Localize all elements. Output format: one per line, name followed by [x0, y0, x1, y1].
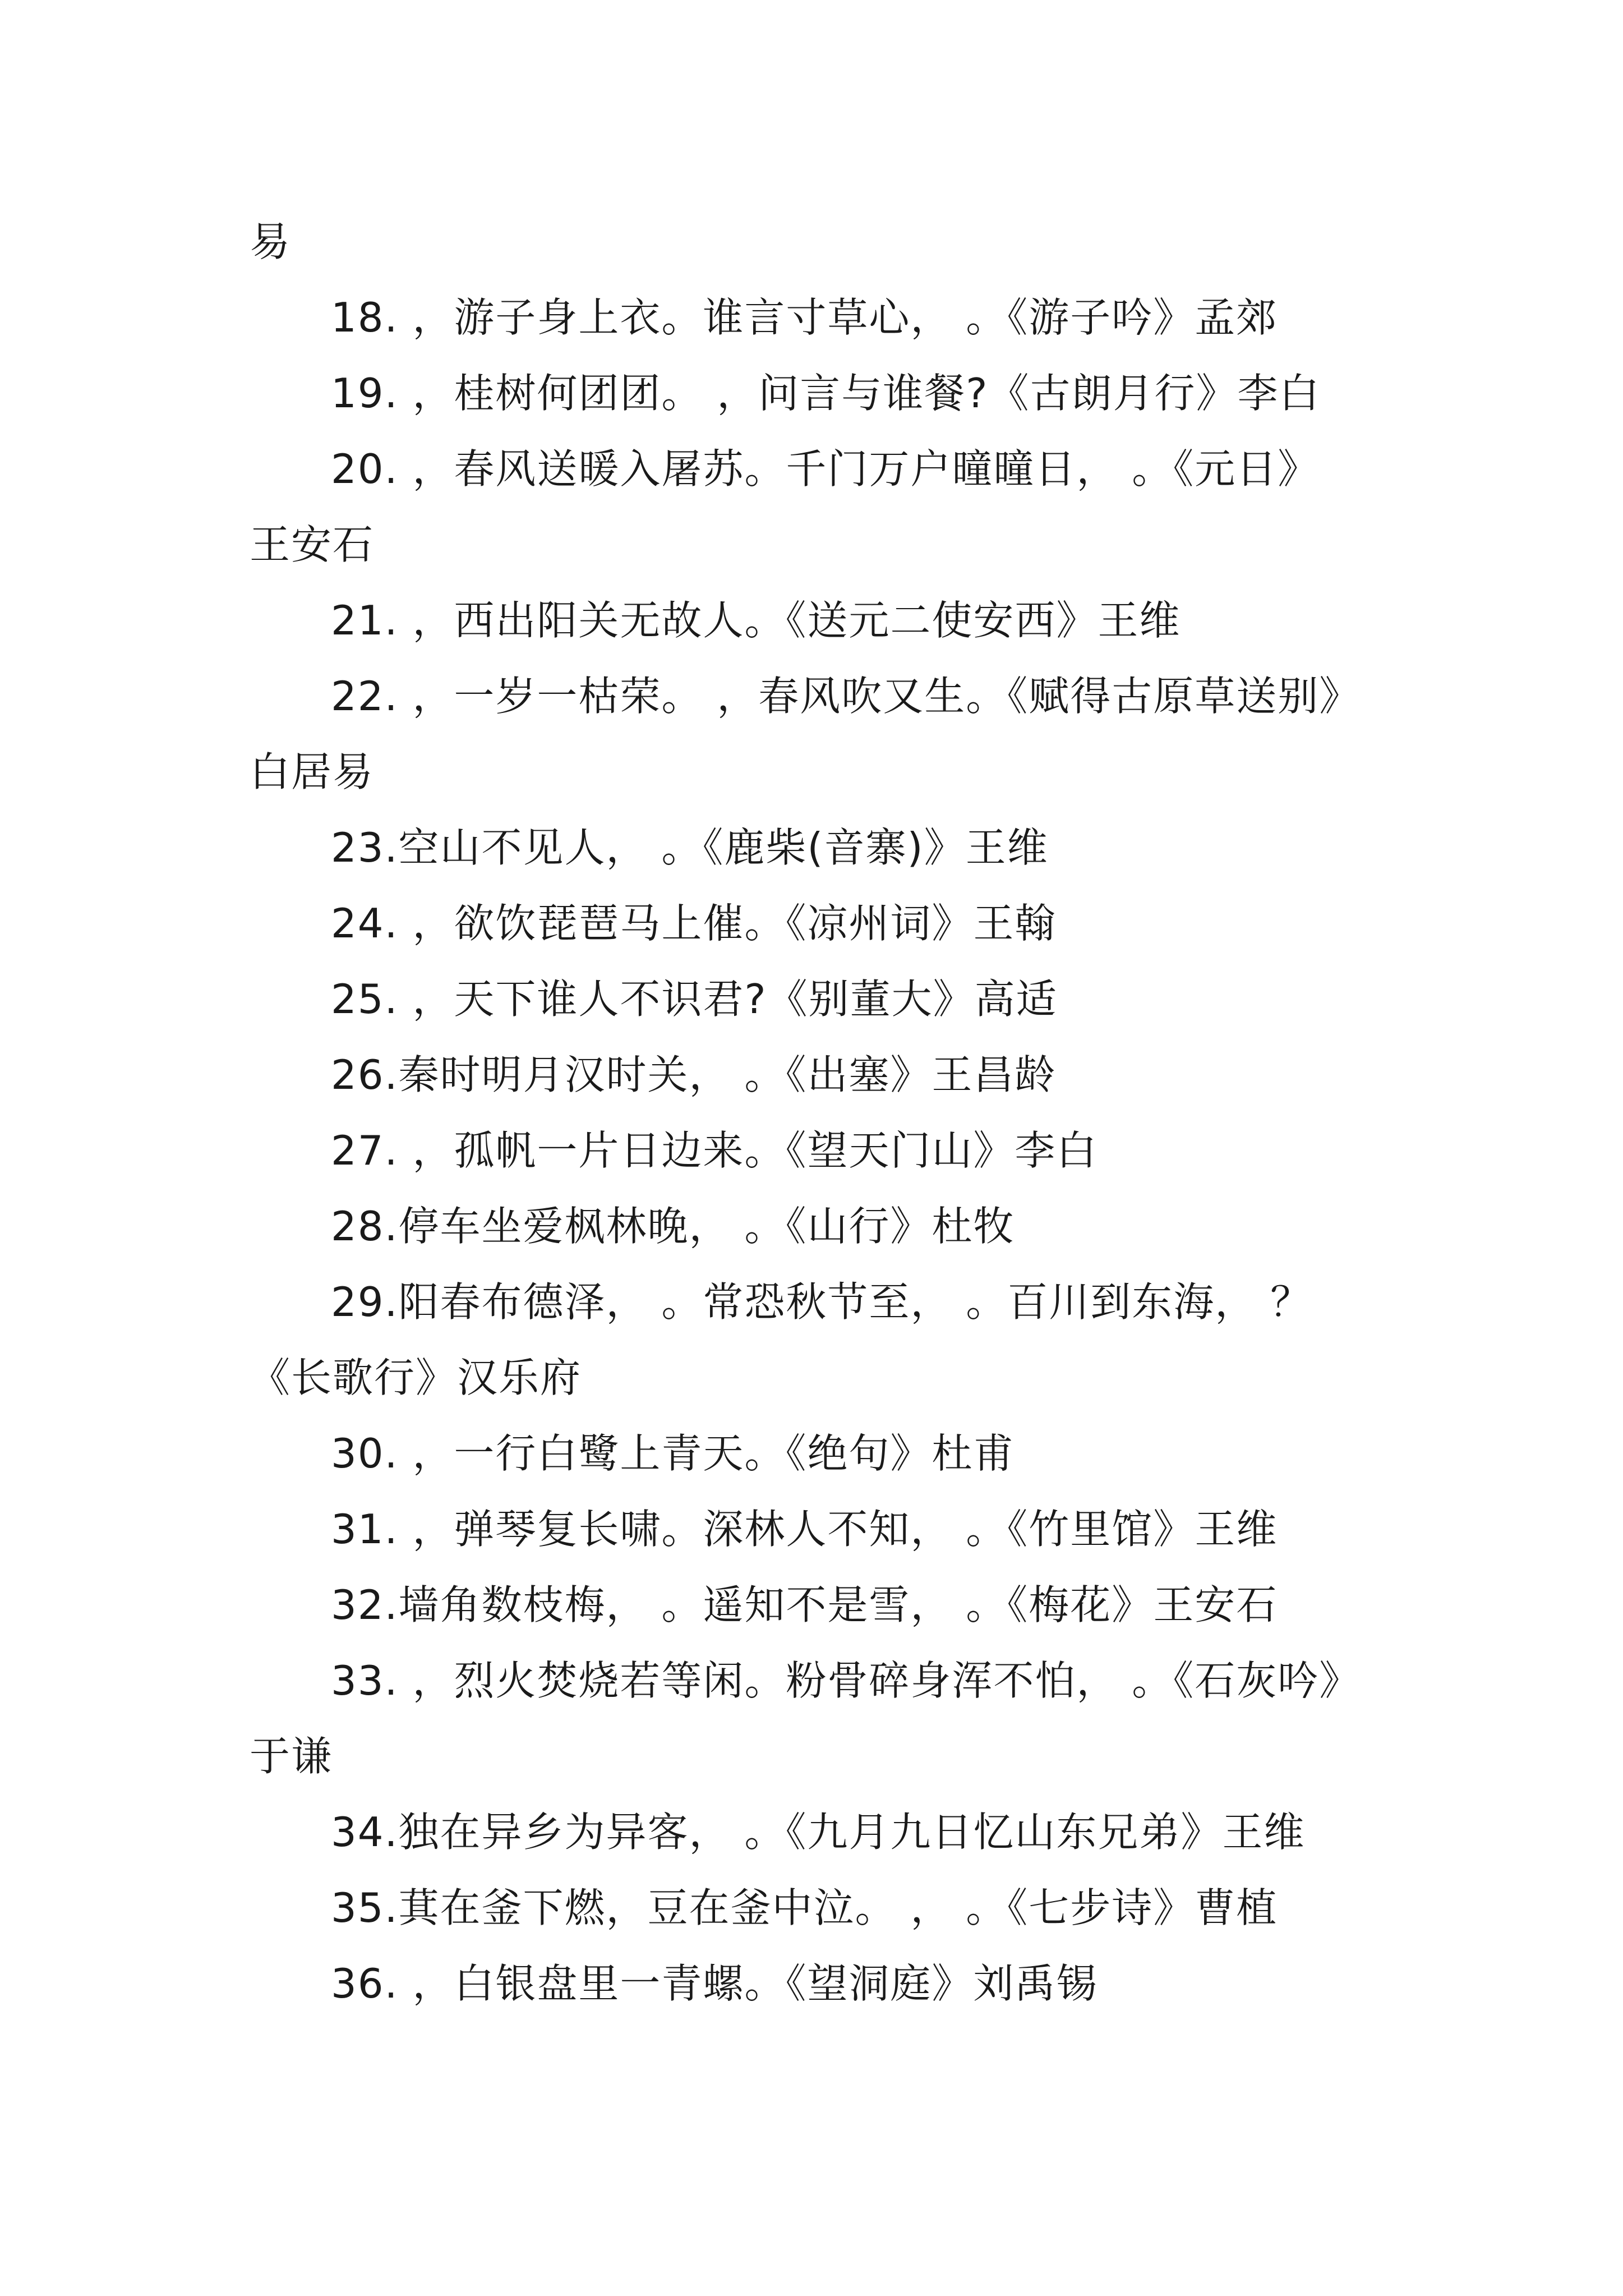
text-line-11: 25. ，天下谁人不识君?《别董大》高适 — [331, 976, 1058, 1023]
text-line-18: 31. ，弹琴复长啸。深林人不知， 。《竹里馆》王维 — [331, 1506, 1278, 1553]
text-line-24: 36. ，白银盘里一青螺。《望洞庭》刘禹锡 — [331, 1960, 1098, 2007]
text-line-12: 26.秦时明月汉时关， 。《出塞》王昌龄 — [331, 1051, 1057, 1098]
text-line-8: 白居易 — [250, 748, 375, 795]
text-line-14: 28.停车坐爱枫林晚， 。《山行》杜牧 — [331, 1203, 1015, 1250]
text-line-23: 35.萁在釜下燃，豆在釜中泣。 ， 。《七步诗》曹植 — [331, 1884, 1278, 1931]
text-line-20: 33. ，烈火焚烧若等闲。粉骨碎身浑不怕， 。《石灰吟》 — [331, 1657, 1361, 1704]
text-line-6: 21. ，西出阳关无故人。《送元二使安西》王维 — [331, 597, 1181, 644]
text-line-16: 《长歌行》汉乐府 — [250, 1354, 582, 1401]
text-line-9: 23.空山不见人， 。《鹿柴(音寨)》王维 — [331, 824, 1049, 871]
text-line-17: 30. ，一行白鹭上青天。《绝句》杜甫 — [331, 1430, 1015, 1477]
text-line-22: 34.独在异乡为异客， 。《九月九日忆山东兄弟》王维 — [331, 1809, 1306, 1856]
text-line-19: 32.墙角数枝梅， 。遥知不是雪， 。《梅花》王安石 — [331, 1581, 1278, 1628]
text-line-5: 王安石 — [250, 521, 375, 568]
text-line-7: 22. ，一岁一枯荣。 ，春风吹又生。《赋得古原草送别》 — [331, 673, 1361, 720]
text-line-21: 于谦 — [250, 1733, 333, 1780]
text-line-13: 27. ，孤帆一片日边来。《望天门山》李白 — [331, 1127, 1098, 1174]
text-line-15: 29.阳春布德泽， 。常恐秋节至， 。百川到东海， ？ — [331, 1278, 1312, 1326]
text-line-2: 18. ，游子身上衣。谁言寸草心， 。《游子吟》孟郊 — [331, 294, 1278, 341]
text-line-1: 易 — [250, 218, 292, 265]
text-line-4: 20. ，春风送暖入屠苏。千门万户曈曈日， 。《元日》 — [331, 445, 1320, 493]
text-line-10: 24. ，欲饮琵琶马上催。《凉州词》王翰 — [331, 900, 1057, 947]
text-line-3: 19. ，桂树何团团。 ，问言与谁餐?《古朗月行》李白 — [331, 370, 1321, 417]
